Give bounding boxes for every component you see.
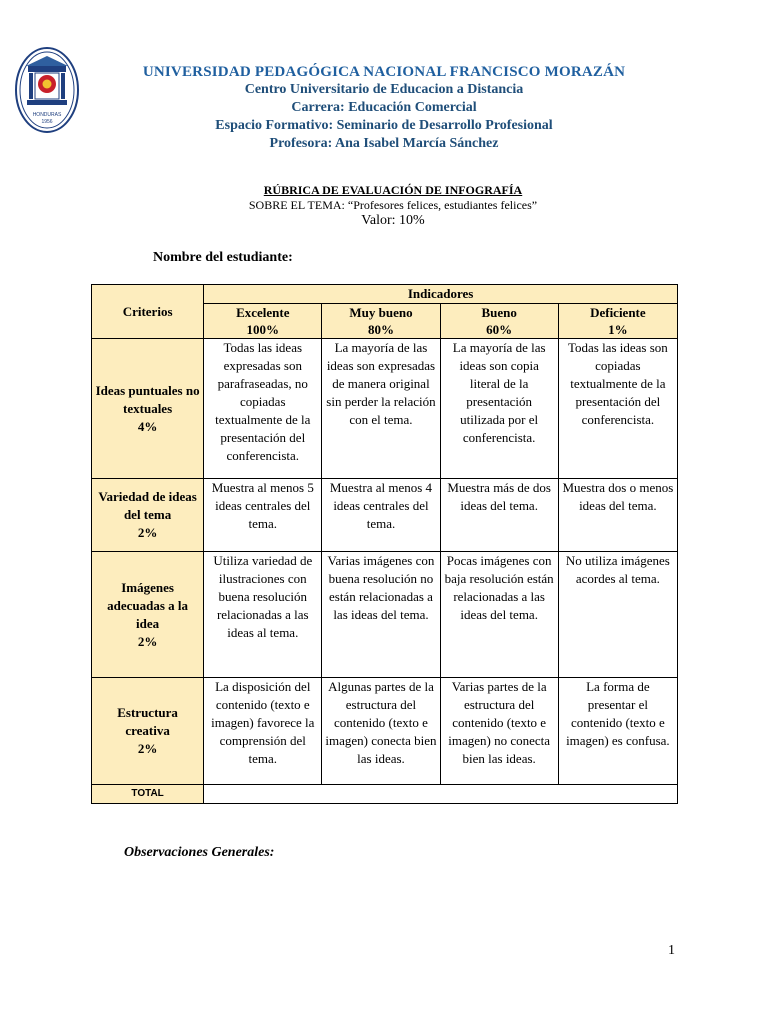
university-logo xyxy=(14,46,80,134)
criterion-cell xyxy=(92,339,204,479)
level-pct: 80% xyxy=(367,322,394,337)
descriptor-cell: Varias imágenes con buena resolución no están relacionadas a las ideas del tema. xyxy=(322,552,440,678)
table-header-row xyxy=(92,285,678,304)
table-row xyxy=(92,339,678,479)
logo-year-text: 1956 xyxy=(41,119,53,125)
level-pct: 60% xyxy=(486,322,513,337)
level-deficiente xyxy=(558,304,677,339)
table-row xyxy=(92,479,678,552)
criteria-header: Criterios xyxy=(92,285,204,339)
descriptor-cell: Pocas imágenes con baja resolución están relacionadas a las ideas del tema. xyxy=(440,552,558,678)
center-name: Centro Universitario de Educacion a Distancia xyxy=(244,82,524,97)
descriptor-cell: Utiliza variedad de ilustraciones con buena resolución relacionadas a las ideas al tema. xyxy=(204,552,322,678)
level-pct: 100% xyxy=(246,322,280,337)
criterion-pct: 4% xyxy=(137,418,158,434)
criterion-cell xyxy=(92,479,204,552)
level-name: Deficiente xyxy=(590,305,646,320)
level-name: Muy bueno xyxy=(349,305,413,320)
level-name: Bueno xyxy=(481,305,517,320)
criterion-name: Ideas puntuales no textuales xyxy=(95,382,200,416)
descriptor-cell: La mayoría de las ideas son copia literal de la presentación utilizada por el conferencista. xyxy=(440,339,558,479)
descriptor-cell: Varias partes de la estructura del contenido (texto e imagen) no conecta bien las ideas. xyxy=(440,678,558,785)
criterion-cell xyxy=(92,552,204,678)
level-name: Excelente xyxy=(236,305,290,320)
criterion-name: Estructura creativa xyxy=(117,705,178,738)
descriptor-cell: La mayoría de las ideas son expresadas de manera original sin perder la relación con el tema. xyxy=(322,339,440,479)
criterion-name: Variedad de ideas del tema xyxy=(98,489,197,522)
criterion-name: Imágenes adecuadas a la idea xyxy=(107,579,189,631)
professor-name: Profesora: Ana Isabel Marcía Sánchez xyxy=(269,136,499,151)
table-row xyxy=(92,552,678,678)
descriptor-cell: No utiliza imágenes acordes al tema. xyxy=(558,552,677,678)
general-observations-label: Observaciones Generales: xyxy=(124,845,275,860)
criterion-pct: 2% xyxy=(137,525,158,540)
criterion-pct: 2% xyxy=(137,741,158,756)
descriptor-cell: Muestra más de dos ideas del tema. xyxy=(440,479,558,552)
total-value-cell xyxy=(204,785,678,804)
student-name-label: Nombre del estudiante: xyxy=(153,250,293,265)
level-muy-bueno xyxy=(322,304,440,339)
total-row xyxy=(92,785,678,804)
level-excelente xyxy=(204,304,322,339)
page-number: 1 xyxy=(668,943,675,958)
descriptor-cell: Muestra al menos 4 ideas centrales del tema. xyxy=(322,479,440,552)
descriptor-cell: Muestra al menos 5 ideas centrales del tema. xyxy=(204,479,322,552)
level-bueno xyxy=(440,304,558,339)
rubric-topic: SOBRE EL TEMA: “Profesores felices, estudiantes felices” xyxy=(248,198,538,212)
descriptor-cell: Todas las ideas expresadas son parafraseadas, no copiadas textualmente de la presentación del conferencista. xyxy=(204,339,322,479)
total-label: TOTAL xyxy=(92,785,204,804)
criterion-pct: 2% xyxy=(137,633,158,649)
level-pct: 1% xyxy=(608,322,628,337)
document-header xyxy=(100,63,668,153)
descriptor-cell: Todas las ideas son copiadas textualmente de la presentación del conferencista. xyxy=(558,339,677,479)
descriptor-cell: Muestra dos o menos ideas del tema. xyxy=(558,479,677,552)
rubric-title-block xyxy=(160,183,626,230)
rubric-title: RÚBRICA DE EVALUACIÓN DE INFOGRAFÍA xyxy=(263,183,523,197)
descriptor-cell: La disposición del contenido (texto e imagen) favorece la comprensión del tema. xyxy=(204,678,322,785)
descriptor-cell: La forma de presentar el contenido (texto e imagen) es confusa. xyxy=(558,678,677,785)
rubric-value: Valor: 10% xyxy=(361,213,425,228)
criterion-cell xyxy=(92,678,204,785)
university-name: UNIVERSIDAD PEDAGÓGICA NACIONAL FRANCISCO MORAZÁN xyxy=(142,64,626,80)
logo-country-text: HONDURAS xyxy=(32,112,62,118)
rubric-table xyxy=(91,284,678,804)
career-name: Carrera: Educación Comercial xyxy=(291,100,477,115)
table-row xyxy=(92,678,678,785)
formative-space: Espacio Formativo: Seminario de Desarrollo Profesional xyxy=(215,118,553,133)
descriptor-cell: Algunas partes de la estructura del contenido (texto e imagen) conecta bien las ideas. xyxy=(322,678,440,785)
indicators-header: Indicadores xyxy=(204,285,678,304)
